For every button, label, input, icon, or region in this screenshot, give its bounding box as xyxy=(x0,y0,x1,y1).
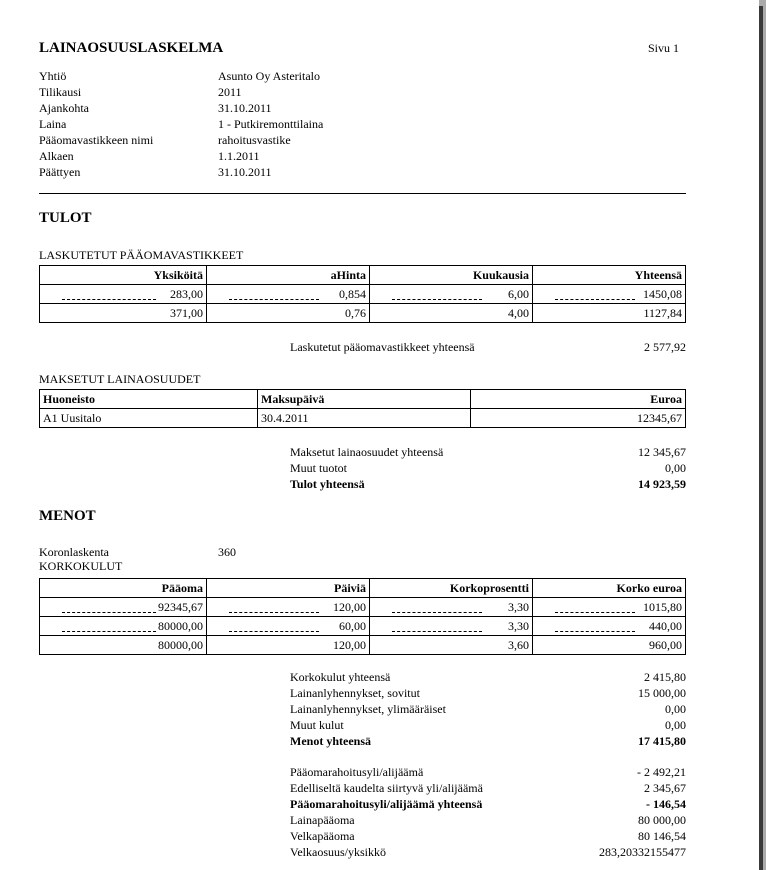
table-cell: 1127,84 xyxy=(533,304,686,323)
info-value-laina: 1 - Putkiremonttilaina xyxy=(218,117,324,131)
final-value: 80 000,00 xyxy=(638,813,686,827)
table-header-row xyxy=(40,579,686,598)
final-value: 283,20332155477 xyxy=(599,845,686,859)
col-header-ahinta: aHinta xyxy=(207,266,370,285)
koronlaskenta-label: Koronlaskenta xyxy=(39,545,109,559)
tulot-total-label: Tulot yhteensä xyxy=(290,477,365,491)
col-header-kuukausia: Kuukausia xyxy=(370,266,533,285)
table-cell: A1 Uusitalo xyxy=(40,409,258,428)
summary-value: 2 415,80 xyxy=(644,670,686,684)
col-header-yksikoita: Yksiköitä xyxy=(40,266,207,285)
col-header-korkoprosentti: Korkoprosentti xyxy=(370,579,533,598)
info-value-ajankohta: 31.10.2011 xyxy=(218,101,272,115)
laskutetut-total-label: Laskutetut pääomavastikkeet yhteensä xyxy=(290,340,475,354)
table-cell: 0,854 xyxy=(207,285,370,304)
table-cell: 3,30 xyxy=(370,598,533,617)
table-cell: 120,00 xyxy=(207,636,370,655)
summary-label: Maksetut lainaosuudet yhteensä xyxy=(290,445,444,459)
info-label-laina: Laina xyxy=(39,117,67,131)
summary-label: Lainanlyhennykset, sovitut xyxy=(290,686,420,700)
final-value: - 2 492,21 xyxy=(637,765,686,779)
table-row xyxy=(40,409,686,428)
table-header-row xyxy=(40,390,686,409)
summary-value: 0,00 xyxy=(665,461,686,475)
info-label-ajankohta: Ajankohta xyxy=(39,101,89,115)
final-label: Edelliseltä kaudelta siirtyvä yli/alijäämä xyxy=(290,781,483,795)
table-cell: 12345,67 xyxy=(471,409,686,428)
table-cell: 371,00 xyxy=(40,304,207,323)
summary-value: 0,00 xyxy=(665,718,686,732)
koronlaskenta-value: 360 xyxy=(218,545,236,559)
info-label-vastike: Pääomavastikkeen nimi xyxy=(39,133,154,147)
final-label: Lainapääoma xyxy=(290,813,355,827)
info-value-yhtio: Asunto Oy Asteritalo xyxy=(218,69,320,83)
col-header-maksupaiva: Maksupäivä xyxy=(258,390,471,409)
menot-total-label: Menot yhteensä xyxy=(290,734,371,748)
page-number: Sivu 1 xyxy=(647,41,679,55)
table-cell: 0,76 xyxy=(207,304,370,323)
table-cell: 1450,08 xyxy=(533,285,686,304)
info-value-tilikausi: 2011 xyxy=(218,85,242,99)
tulot-heading: TULOT xyxy=(39,210,92,226)
summary-label: Lainanlyhennykset, ylimääräiset xyxy=(290,702,446,716)
summary-label: Korkokulut yhteensä xyxy=(290,670,391,684)
info-value-alkaen: 1.1.2011 xyxy=(218,149,260,163)
table-row xyxy=(40,617,686,636)
table-header-row xyxy=(40,266,686,285)
table-row xyxy=(40,636,686,655)
final-value: 80 146,54 xyxy=(638,829,686,843)
info-value-paattyen: 31.10.2011 xyxy=(218,165,272,179)
final-label: Velkaosuus/yksikkö xyxy=(290,845,386,859)
table-cell: 1015,80 xyxy=(533,598,686,617)
col-header-yhteensa: Yhteensä xyxy=(533,266,686,285)
info-label-paattyen: Päättyen xyxy=(39,165,81,179)
col-header-paaoma: Pääoma xyxy=(40,579,207,598)
table-cell: 92345,67 xyxy=(40,598,207,617)
info-label-alkaen: Alkaen xyxy=(39,149,74,163)
col-header-euroa: Euroa xyxy=(471,390,686,409)
col-header-korko-euroa: Korko euroa xyxy=(533,579,686,598)
maksetut-table xyxy=(39,389,686,428)
table-cell: 80000,00 xyxy=(40,636,207,655)
table-row xyxy=(40,598,686,617)
summary-value: 0,00 xyxy=(665,702,686,716)
table-cell: 960,00 xyxy=(533,636,686,655)
final-total-value: - 146,54 xyxy=(646,797,686,811)
korkokulut-heading: KORKOKULUT xyxy=(39,559,123,573)
table-cell: 283,00 xyxy=(40,285,207,304)
table-cell: 80000,00 xyxy=(40,617,207,636)
menot-total-value: 17 415,80 xyxy=(638,734,686,748)
final-value: 2 345,67 xyxy=(644,781,686,795)
table-cell: 4,00 xyxy=(370,304,533,323)
table-cell: 30.4.2011 xyxy=(258,409,471,428)
table-cell: 3,30 xyxy=(370,617,533,636)
menot-heading: MENOT xyxy=(39,508,96,524)
tulot-total-value: 14 923,59 xyxy=(638,477,686,491)
table-cell: 6,00 xyxy=(370,285,533,304)
summary-label: Muut tuotot xyxy=(290,461,348,475)
divider xyxy=(39,193,686,194)
page-shadow xyxy=(759,6,763,870)
laskutetut-heading: LASKUTETUT PÄÄOMAVASTIKKEET xyxy=(39,248,244,262)
summary-value: 15 000,00 xyxy=(638,686,686,700)
table-cell: 3,60 xyxy=(370,636,533,655)
table-row xyxy=(40,304,686,323)
info-label-tilikausi: Tilikausi xyxy=(39,85,82,99)
table-cell: 440,00 xyxy=(533,617,686,636)
col-header-paivia: Päiviä xyxy=(207,579,370,598)
col-header-huoneisto: Huoneisto xyxy=(40,390,258,409)
table-row xyxy=(40,285,686,304)
info-label-yhtio: Yhtiö xyxy=(39,69,67,83)
maksetut-heading: MAKSETUT LAINAOSUUDET xyxy=(39,372,201,386)
summary-label: Muut kulut xyxy=(290,718,344,732)
final-label: Pääomarahoitusyli/alijäämä xyxy=(290,765,424,779)
final-total-label: Pääomarahoitusyli/alijäämä yhteensä xyxy=(290,797,483,811)
korkokulut-table xyxy=(39,578,686,655)
table-cell: 60,00 xyxy=(207,617,370,636)
laskutetut-table xyxy=(39,265,686,323)
table-cell: 120,00 xyxy=(207,598,370,617)
document-title: LAINAOSUUSLASKELMA xyxy=(39,40,224,56)
summary-value: 12 345,67 xyxy=(638,445,686,459)
final-label: Velkapääoma xyxy=(290,829,355,843)
info-value-vastike: rahoitusvastike xyxy=(218,133,291,147)
laskutetut-total-value: 2 577,92 xyxy=(644,340,686,354)
